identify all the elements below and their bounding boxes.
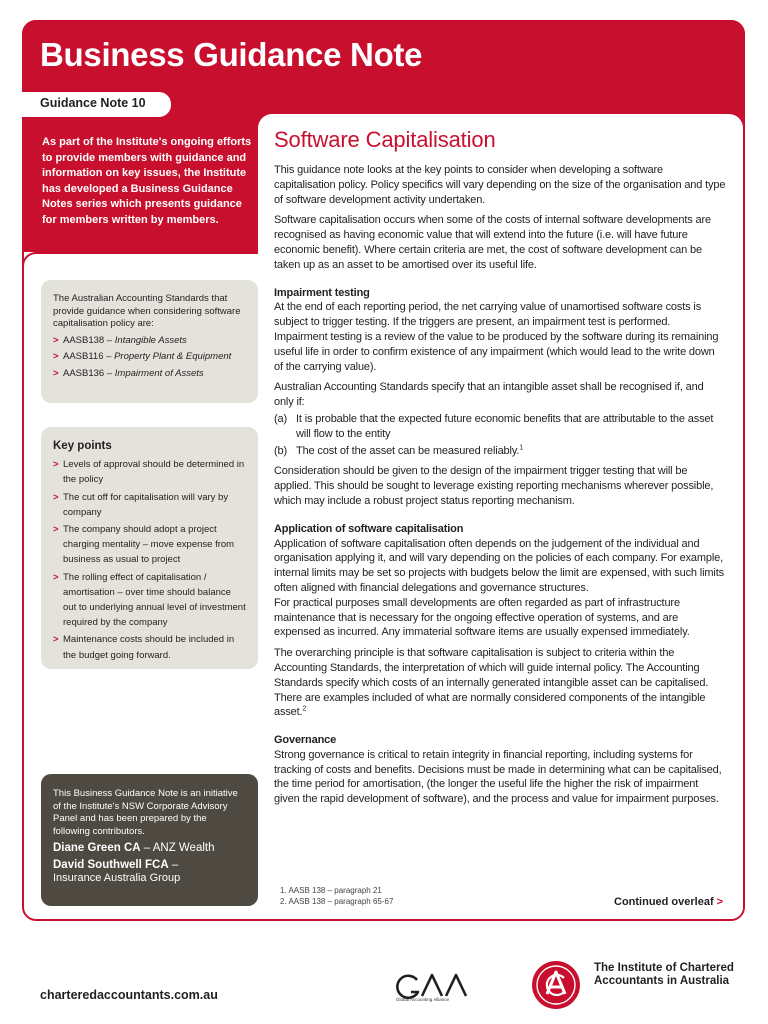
bullet-arrow-icon: >	[53, 634, 59, 646]
continued-overleaf-link[interactable]	[614, 896, 723, 908]
contributor-1	[53, 841, 246, 855]
standard-name: Impairment of Assets	[114, 367, 204, 379]
paragraph-definition: Software capitalisation occurs when some of the costs of internal software developments are recognised as having economic value that will extend into the future (i.e. will have future economic benefit). Where certain criteria are met, the cost of software development can be taken up as an asset to be amortised over its useful life.	[274, 214, 711, 271]
key-point-text: Maintenance costs should be included in the budget going forward.	[63, 634, 235, 661]
list-text-b	[296, 444, 523, 459]
list-item-b	[274, 444, 726, 459]
list-marker-b: (b)	[274, 444, 287, 457]
standard-code: AASB138 –	[63, 334, 115, 346]
key-point-text: The company should adopt a project charging mentality – move expense from business as usual to project	[63, 524, 235, 566]
list-text-a: It is probable that the expected future economic benefits that are attributable to the asset will flow to the entity	[296, 412, 714, 440]
paragraph-principle	[274, 646, 726, 720]
website-link[interactable]: charteredaccountants.com.au	[40, 988, 218, 1002]
contributor-name: Diane Green CA	[53, 842, 141, 854]
key-points-box	[41, 427, 258, 669]
heading-governance: Governance	[274, 734, 337, 747]
sidebar-divider-curve	[22, 252, 258, 282]
list-marker-a: (a)	[274, 412, 287, 425]
bullet-arrow-icon: >	[53, 571, 59, 583]
institute-seal-logo	[531, 960, 581, 1010]
key-point-text: The rolling effect of capitalisation / amortisation – over time should balance out to underlying annual level of investment required by the company	[63, 571, 246, 629]
continued-label: Continued overleaf	[614, 896, 714, 908]
footnote-1: 1. AASB 138 – paragraph 21	[280, 886, 382, 895]
bullet-arrow-icon: >	[53, 491, 59, 503]
footnote-ref-1: 1	[519, 443, 524, 451]
paragraph-application: Application of software capitalisation often depends on the judgement of the individual and organisation applying it, and will vary depending on the policies of each company. For example, internal limits may be set so projects with budgets below the limit are expensed, with such limits often aligned with financial delegations and governance structures.	[274, 537, 724, 594]
key-point-text: The cut off for capitalisation will vary by company	[63, 491, 229, 518]
document-title: Business Guidance Note	[40, 36, 423, 73]
contributor-org: Insurance Australia Group	[53, 872, 181, 884]
key-point-item	[53, 522, 246, 568]
standards-intro: The Australian Accounting Standards that provide guidance when considering software capitalisation policy are:	[53, 293, 241, 329]
bullet-arrow-icon: >	[53, 367, 59, 379]
chevron-right-icon: >	[716, 896, 724, 908]
bullet-arrow-icon: >	[53, 524, 59, 536]
key-point-item	[53, 490, 246, 520]
contributor-org: – ANZ Wealth	[140, 842, 215, 854]
institute-name: The Institute of Chartered Accountants in Australia	[594, 962, 734, 987]
standards-box	[41, 280, 258, 403]
contributor-dash: –	[168, 859, 179, 871]
footnote-ref-2: 2	[302, 705, 307, 713]
key-point-item	[53, 570, 246, 631]
standard-item	[53, 351, 246, 364]
paragraph-trigger-design: Consideration should be given to the design of the impairment trigger testing that will be applied. This should be sought to leverage existing reporting mechanisms wherever possible, which may include a robust project status reporting mechanism.	[274, 465, 714, 507]
key-point-item	[53, 632, 246, 662]
bullet-arrow-icon: >	[53, 351, 59, 362]
list-text-b-body: The cost of the asset can be measured reliably.	[296, 444, 520, 457]
contributors-box	[41, 774, 258, 906]
main-content	[274, 126, 726, 813]
paragraph-principle-body: The overarching principle is that software capitalisation is subject to criteria within the Accounting Standards, the interpretation of which will guide internal policy. The Accounting Standards specify which costs of an internally generated intangible asset can be capitalised. There are examples included of what are normally considered components of the intangible asset.	[274, 647, 709, 719]
paragraph-practical: For practical purposes small developments are often regarded as part of infrastructure maintenance that is necessary for the ongoing effective operation of systems, and are expensed as incurred. Any immaterial software items are usually expensed immediately.	[274, 596, 690, 639]
heading-impairment-testing: Impairment testing	[274, 286, 370, 299]
standard-code: AASB116 –	[63, 351, 115, 362]
article-title: Software Capitalisation	[274, 127, 496, 152]
paragraph-recognition: Australian Accounting Standards specify that an intangible asset shall be recognised if, and only if:	[274, 381, 704, 409]
paragraph-intro: This guidance note looks at the key points to consider when developing a software capitalisation policy. Policy specifics will vary depending on the size of the organisation and type of software development activity undertaken.	[274, 164, 726, 206]
key-points-title: Key points	[53, 440, 112, 452]
key-point-text: Levels of approval should be determined in the policy	[63, 459, 245, 486]
footnotes	[280, 886, 393, 907]
standard-item	[53, 335, 246, 348]
list-item-a	[274, 412, 726, 442]
gaa-logo-mark	[397, 975, 466, 998]
contributor-name: David Southwell FCA	[53, 859, 169, 871]
guidance-note-number: Guidance Note 10	[22, 92, 171, 117]
heading-application: Application of software capitalisation	[274, 522, 464, 535]
contributors-intro: This Business Guidance Note is an initiative of the Institute's NSW Corporate Advisory Panel and has been prepared by the following contributors.	[53, 788, 238, 837]
intro-text: As part of the Institute's ongoing efforts to provide members with guidance and information on key issues, the Institute has developed a Business Guidance Notes series which presents guidance for members written by members.	[42, 136, 252, 226]
bullet-arrow-icon: >	[53, 334, 59, 346]
contributor-2	[53, 858, 246, 872]
paragraph-governance: Strong governance is critical to retain integrity in financial reporting, including systems for tracking of costs and benefits. Decisions must be made in determining what can be capitalised, the time period for amortisation, (the longer the useful life the higher the risk of impairment given the rapid development of software), and the process and value for impairment purposes.	[274, 748, 722, 806]
gaa-subtitle: Global Accounting Alliance	[396, 997, 450, 1002]
bullet-arrow-icon: >	[53, 459, 59, 471]
standard-name: Property Plant & Equipment	[114, 351, 232, 362]
paragraph-impairment: At the end of each reporting period, the net carrying value of unamortised software costs is subject to trigger testing. If the triggers are present, an impairment test is performed. Impairment testing is a review of the value to be produced by the software during its remaining useful life in order to confirm existence of any impairment (which would lead to the write down of the carrying value).	[274, 301, 719, 373]
standard-code: AASB136 –	[63, 367, 115, 379]
key-point-item	[53, 457, 246, 487]
standard-item	[53, 368, 246, 381]
footnote-2: 2. AASB 138 – paragraph 65-67	[280, 896, 394, 906]
standard-name: Intangible Assets	[114, 334, 187, 346]
